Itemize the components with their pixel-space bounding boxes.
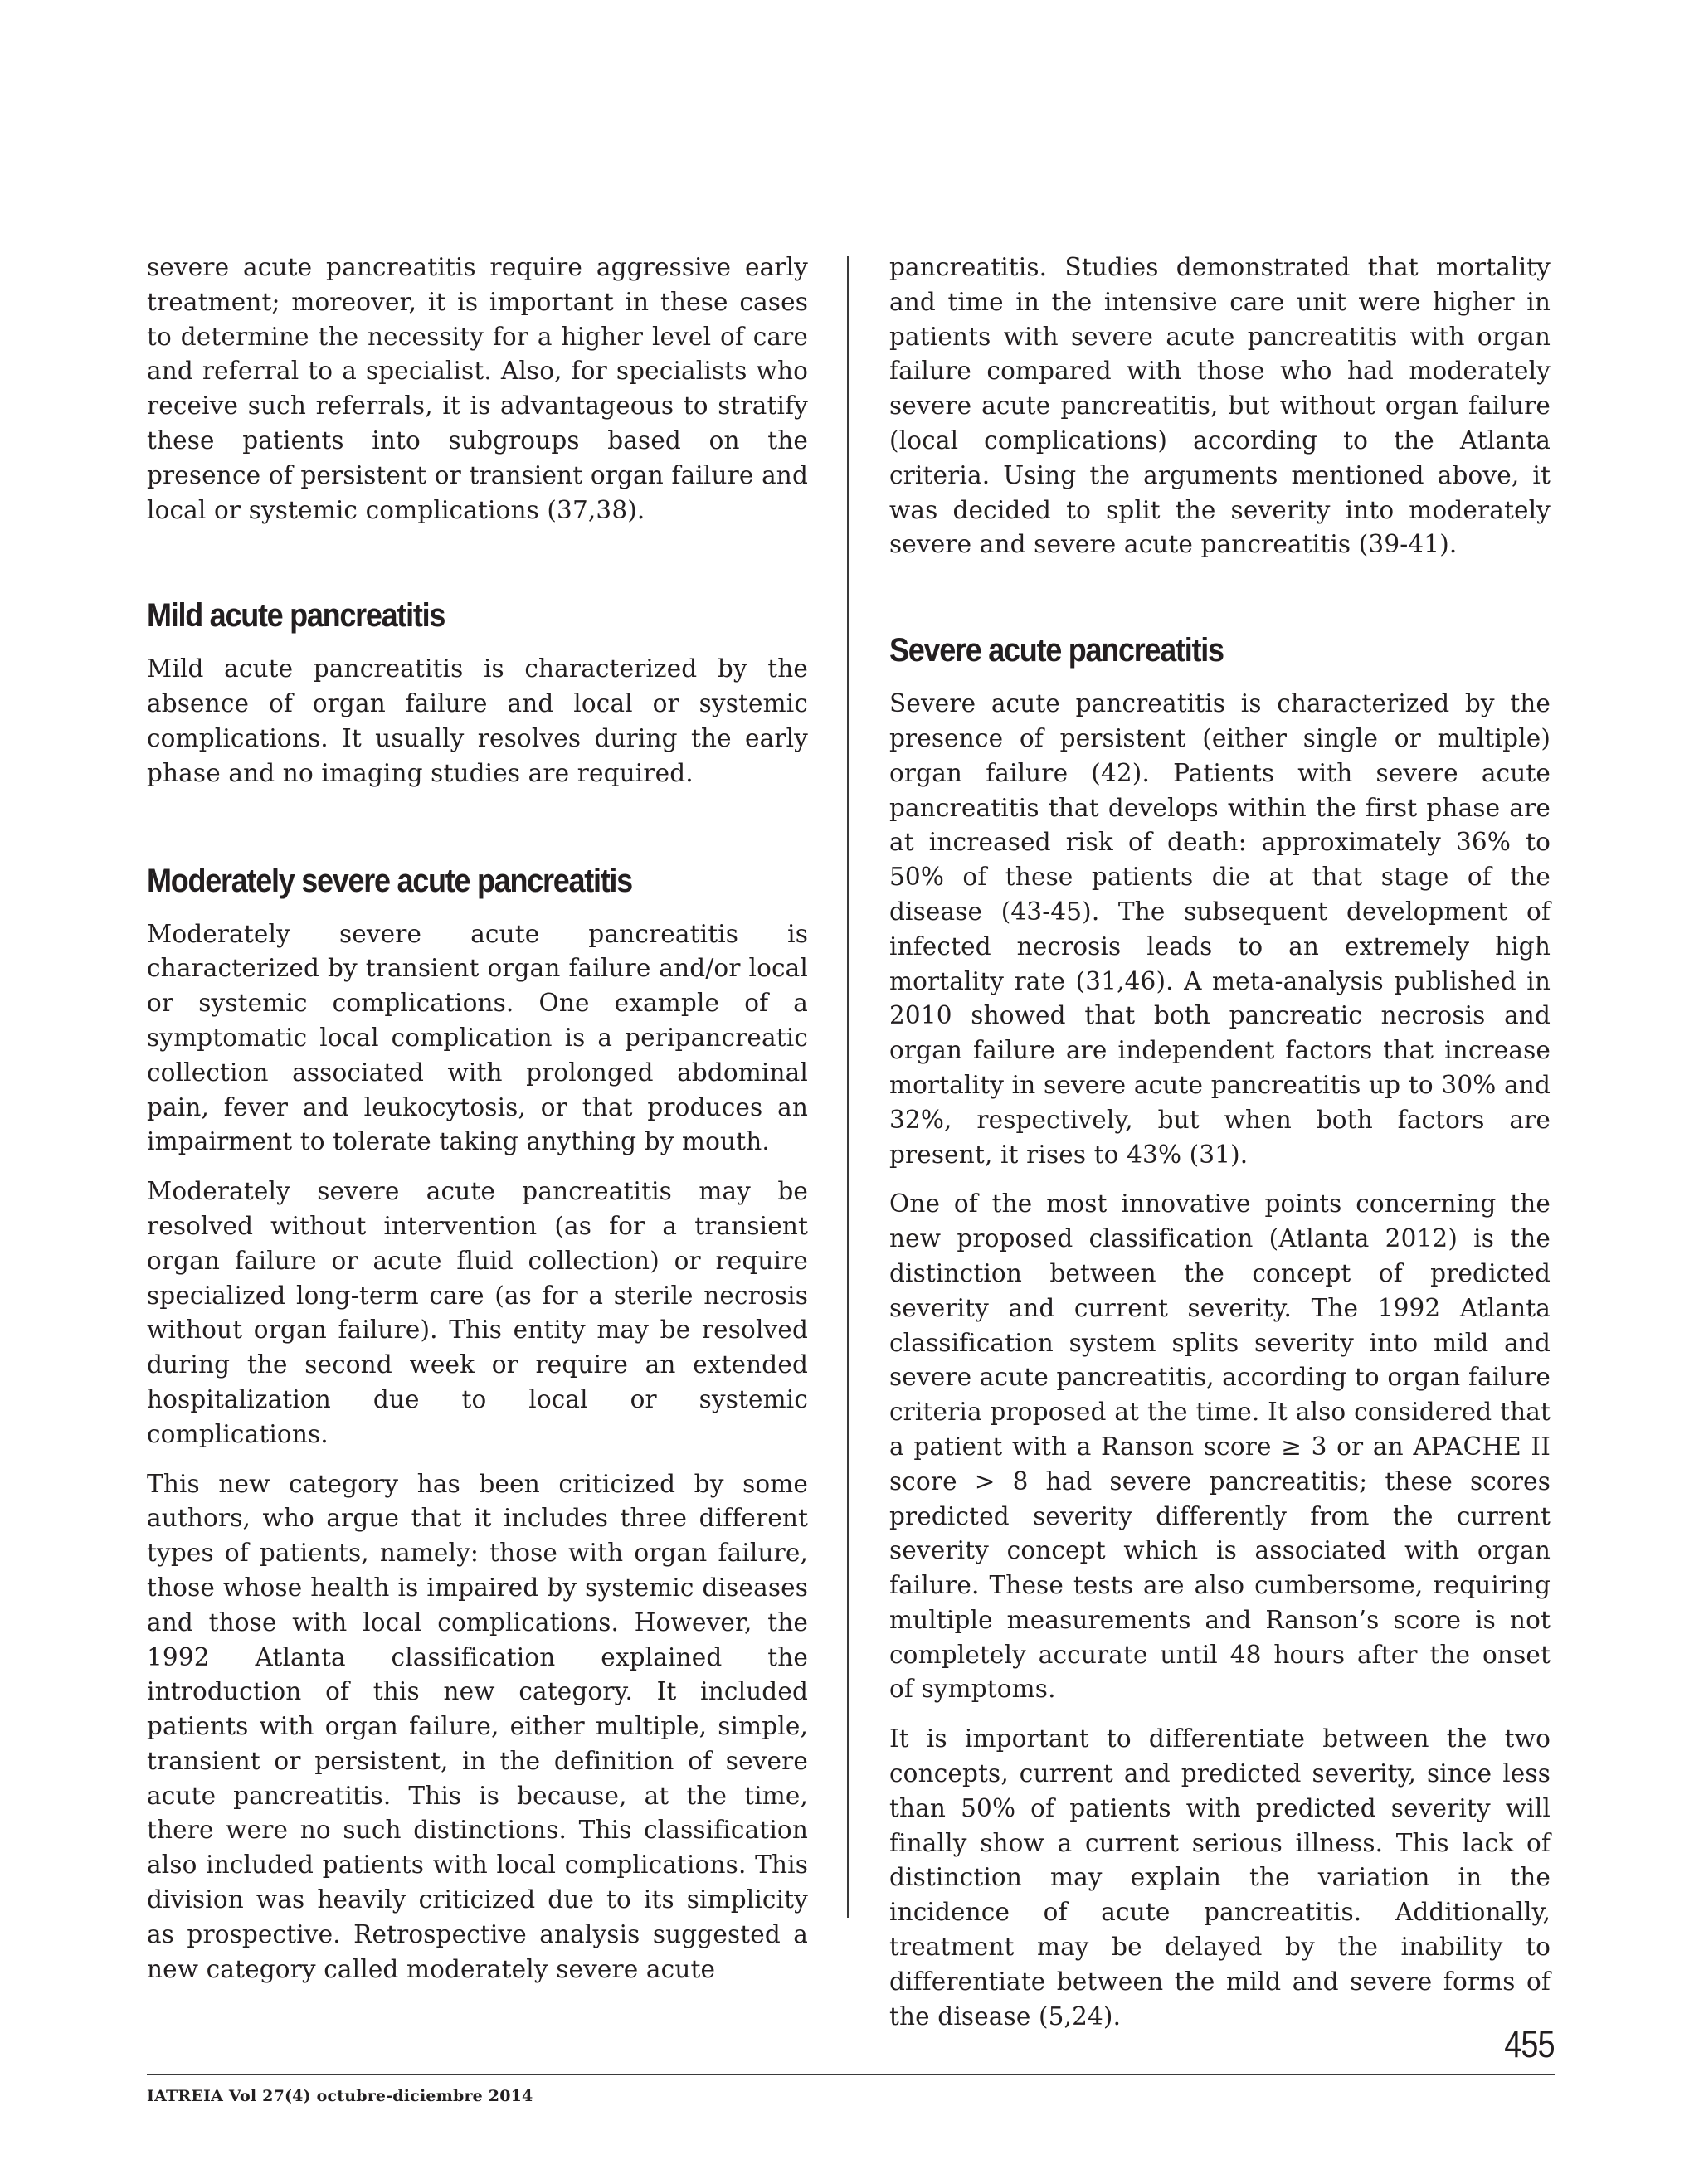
right-column xyxy=(889,251,1551,2049)
paragraph-moderate-2: Moderately severe acute pancreatitis may be resolved without intervention (as for a transient organ failure or acute fluid collection) or require specialized long-term care (as for a sterile necrosis without organ failure). This entity may be resolved during the second week or require an extended hospitalization due to local or systemic complications. xyxy=(147,1177,808,1448)
paragraph-moderate-3: This new category has been criticized by some authors, who argue that it includes three different types of patients, namely: those with organ failure, those whose health is impaired by systemic diseases and those with local complications. However, the 1992 Atlanta classification explained the introduction of this new category. It included patients with organ failure, either multiple, simple, transient or persistent, in the definition of severe acute pancreatitis. This is because, at the time, there were no such distinctions. This classification also included patients with local complications. This division was heavily criticized due to its simplicity as prospective. Retrospective analysis suggested a new category called moderately severe acute xyxy=(147,1469,808,1983)
page-number: 455 xyxy=(1504,2022,1555,2065)
heading-mild-acute-pancreatitis: Mild acute pancreatitis xyxy=(147,597,445,635)
paragraph-severe-1: Severe acute pancreatitis is characterized by the presence of persistent (either single or multiple) organ failure (42). Patients with severe acute pancreatitis that develops within the first phase are at increased risk of death: approximately 36% to 50% of these patients die at that stage of the disease (43-45). The subsequent development of infected necrosis leads to an extremely high mortality rate (31,46). A meta-analysis published in 2010 showed that both pancreatic necrosis and organ failure are independent factors that increase mortality in severe acute pancreatitis up to 30% and 32%, respectively, but when both factors are present, it rises to 43% (31). xyxy=(889,689,1551,1169)
heading-moderately-severe: Moderately severe acute pancreatitis xyxy=(147,862,632,899)
heading-severe-acute-pancreatitis: Severe acute pancreatitis xyxy=(889,632,1224,669)
column-divider xyxy=(847,256,849,1918)
paragraph-mild: Mild acute pancreatitis is characterized by the absence of organ failure and local or systemic complications. It usually resolves during the early phase and no imaging studies are required. xyxy=(147,654,808,787)
paragraph-severe-3: It is important to differentiate between the two concepts, current and predicted severity, since less than 50% of patients with predicted severity will finally show a current serious illness. This lack of distinction may explain the variation in the incidence of acute pancreatitis. Additionally, treatment may be delayed by the inability to differentiate between the mild and severe forms of the disease (5,24). xyxy=(889,1724,1551,2031)
paragraph-severe-2: One of the most innovative points concerning the new proposed classification (Atlanta 2012) is the distinction between the concept of predicted severity and current severity. The 1992 Atlanta classification system splits severity into mild and severe acute pancreatitis, according to organ failure criteria proposed at the time. It also considered that a patient with a Ranson score ≥ 3 or an APACHE II score > 8 had severe pancreatitis; these scores predicted severity differently from the current severity concept which is associated with organ failure. These tests are also cumbersome, requiring multiple measurements and Ranson’s score is not completely accurate until 48 hours after the onset of symptoms. xyxy=(889,1189,1551,1704)
footer-rule xyxy=(147,2074,1555,2075)
paragraph-continuation: pancreatitis. Studies demonstrated that mortality and time in the intensive care unit were higher in patients with severe acute pancreatitis with organ failure compared with those who had moderately severe acute pancreatitis, but without organ failure (local complications) according to the Atlanta criteria. Using the arguments mentioned above, it was decided to split the severity into moderately severe and severe acute pancreatitis (39-41). xyxy=(889,253,1551,559)
paragraph-severe-intro: severe acute pancreatitis require aggressive early treatment; moreover, it is important in these cases to determine the necessity for a higher level of care and referral to a specialist. Also, for specialists who receive such referrals, it is advantageous to stratify these patients into subgroups based on the presence of persistent or transient organ failure and local or systemic complications (37,38). xyxy=(147,253,808,524)
paragraph-moderate-1: Moderately severe acute pancreatitis is characterized by transient organ failure and/or local or systemic complications. One example of a symptomatic local complication is a peripancreatic collection associated with prolonged abdominal pain, fever and leukocytosis, or that produces an impairment to tolerate taking anything by mouth. xyxy=(147,919,808,1156)
left-column xyxy=(147,251,808,2002)
footer-journal-citation: IATREIA Vol 27(4) octubre-diciembre 2014 xyxy=(147,2087,533,2105)
